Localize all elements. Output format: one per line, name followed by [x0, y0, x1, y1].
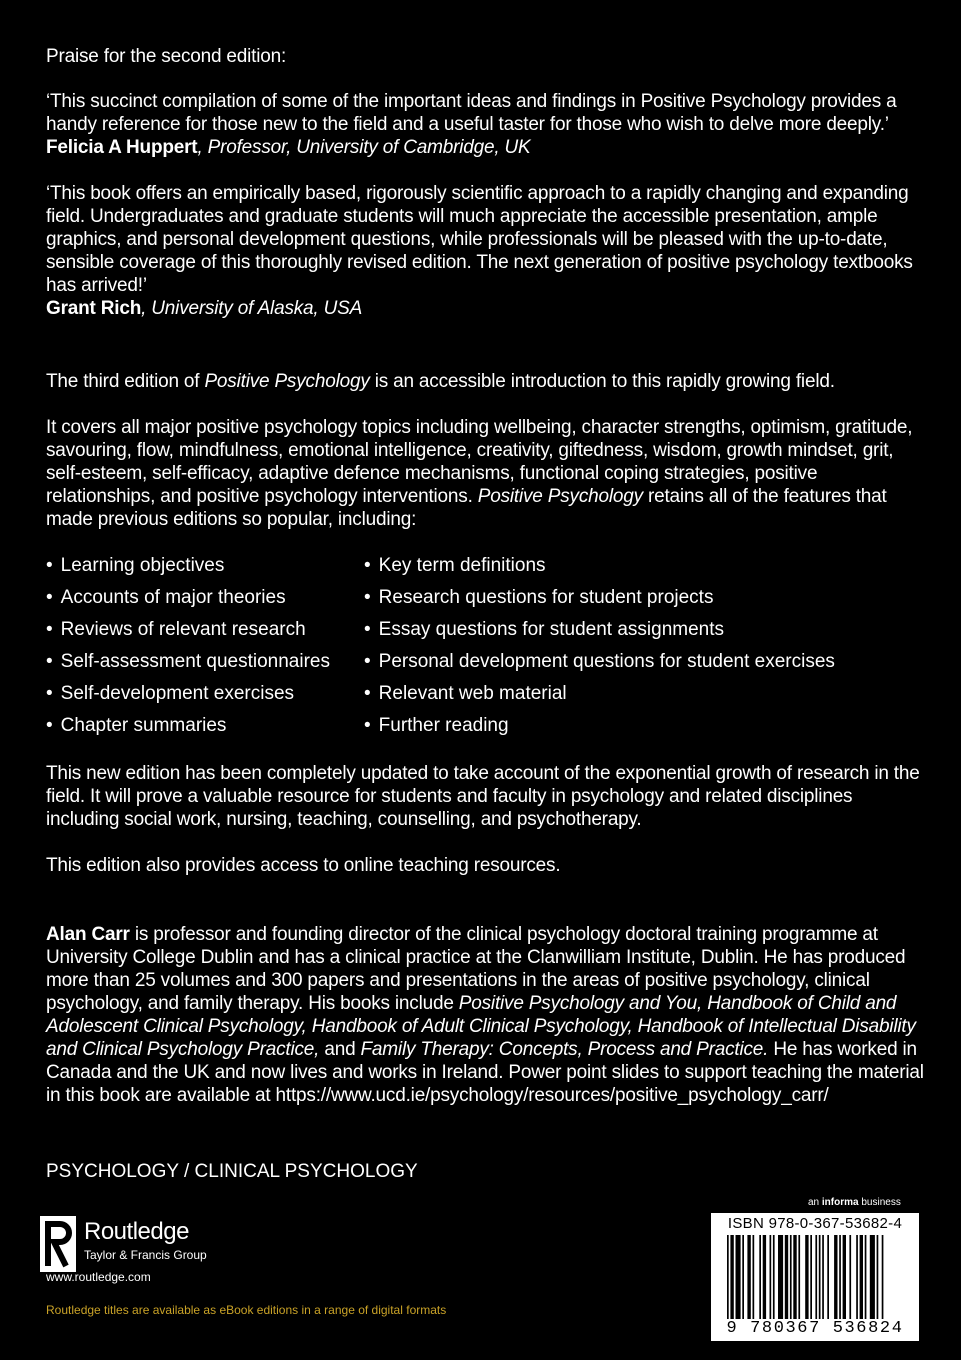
quote-rich [46, 182, 926, 320]
barcode-bar [753, 1235, 755, 1319]
barcode-bar [793, 1235, 796, 1319]
barcode-bar [747, 1235, 750, 1319]
barcode-bar [839, 1235, 841, 1319]
barcode-bar [827, 1235, 829, 1319]
list-item: • Research questions for student projects [364, 585, 835, 617]
barcode-bar [805, 1235, 808, 1319]
list-item: • Accounts of major theories [46, 585, 330, 617]
new-edition-paragraph: This new edition has been completely updated to take account of the exponential growth of research in the field. It will prove a valuable resource for students and faculty in psychology and related disciplines including social work, nursing, teaching, counselling, and psychotherapy. [46, 763, 920, 830]
barcode-bar [849, 1235, 851, 1319]
barcode-bar [770, 1235, 772, 1319]
quote-affiliation: , University of Alaska, USA [141, 298, 363, 319]
quote-huppert [46, 90, 926, 159]
online-resources-paragraph: This edition also provides access to online teaching resources. [46, 855, 561, 876]
barcode-bar [778, 1235, 783, 1319]
routledge-r-icon [40, 1216, 76, 1272]
list-item: • Key term definitions [364, 553, 835, 585]
barcode-bar [822, 1235, 824, 1319]
list-item: • Relevant web material [364, 681, 835, 713]
quote-author: Felicia A Huppert [46, 137, 198, 158]
barcode-bar [819, 1235, 821, 1319]
barcode-bar [882, 1235, 884, 1319]
barcode-bar [742, 1235, 744, 1319]
topics-paragraph: It covers all major positive psychology topics including wellbeing, character strengths, optimism, gratitude, savouring, flow, mindfulness, emotional intelligence, creativity, giftedness, wisdom, growth mindset, grit, self-esteem, self-efficacy, adaptive defence mechanisms, functional coping strategies, positive relationships, and positive psychology interventions. Positive Psychology retains all of the features that made previous editions so popular, including: [46, 417, 913, 530]
list-item: • Reviews of relevant research [46, 617, 330, 649]
list-item: • Learning objectives [46, 553, 330, 585]
list-item: • Self-assessment questionnaires [46, 649, 330, 681]
barcode-bar [810, 1235, 812, 1319]
barcode-bar [763, 1235, 766, 1319]
quote-affiliation: , Professor, University of Cambridge, UK [197, 137, 531, 158]
barcode-bar [727, 1235, 729, 1319]
barcode-bar [730, 1235, 733, 1319]
barcode-bar [815, 1235, 817, 1319]
author-books: Positive Psychology and You, Handbook of Child and Adolescent Clinical Psychology, Handbook of Adult Clinical Psychology, Handbook of Intellectual Disability and Clinical Psychology Practice, [46, 993, 916, 1060]
ebook-note: Routledge titles are available as eBook editions in a range of digital formats [46, 1303, 447, 1317]
barcode-bar [790, 1235, 792, 1319]
author-book-last: Family Therapy: Concepts, Process and Practice. [360, 1039, 769, 1060]
intro-paragraph: The third edition of Positive Psychology is an accessible introduction to this rapidly growing field. [46, 371, 835, 392]
informa-tagline: an informa business [808, 1197, 901, 1208]
barcode-bar [773, 1235, 775, 1319]
isbn-digits: 9 780367 536824 [726, 1319, 904, 1338]
list-item: • Personal development questions for student exercises [364, 649, 835, 681]
subject-category: PSYCHOLOGY / CLINICAL PSYCHOLOGY [46, 1161, 418, 1182]
barcode-bar [759, 1235, 761, 1319]
barcode-bar [798, 1235, 800, 1319]
routledge-logo [40, 1216, 240, 1272]
publisher-website[interactable]: www.routledge.com [46, 1270, 151, 1284]
features-list-right [364, 553, 835, 745]
quote-text: ‘This succinct compilation of some of the important ideas and findings in Positive Psychology provides a handy reference for those new to the field and a useful taster for those who wish to delve more deeply.’ [46, 91, 897, 135]
quote-author: Grant Rich [46, 298, 142, 319]
barcode-bar [843, 1235, 846, 1319]
barcode-bar [736, 1235, 741, 1319]
praise-heading: Praise for the second edition: [46, 46, 287, 67]
publisher-group: Taylor & Francis Group [84, 1248, 207, 1262]
list-item: • Self-development exercises [46, 681, 330, 713]
author-bio: Alan Carr is professor and founding director of the clinical psychology doctoral training programme at University College Dublin and has a clinical practice at the Clanwilliam Institute, Dublin. He has produced more than 25 volumes and 300 papers and presentations in the areas of positive psychology, clinical psychology, and family therapy. His books include Positive Psychology and You, Handbook of Child and Adolescent Clinical Psychology, Handbook of Adult Clinical Psychology, Handbook of Intellectual Disability and Clinical Psychology Practice, and Family Therapy: Concepts, Process and Practice. He has worked in Canada and the UK and now lives and works in Ireland. Power point slides to support teaching the material in this book are available at https://www.ucd.ie/psychology/resources/positive_psychology_carr/ [46, 924, 924, 1106]
barcode-bars [727, 1235, 911, 1319]
book-title: Positive Psychology [477, 486, 643, 507]
list-item: • Further reading [364, 713, 835, 745]
barcode-bar [865, 1235, 867, 1319]
barcode-bar [834, 1235, 837, 1319]
book-title: Positive Psychology [204, 371, 370, 392]
publisher-name: Routledge [84, 1218, 189, 1245]
barcode-bar [856, 1235, 858, 1319]
barcode-bar [877, 1235, 879, 1319]
list-item: • Essay questions for student assignments [364, 617, 835, 649]
barcode-bar [870, 1235, 875, 1319]
features-list-left [46, 553, 330, 745]
barcode-bar [860, 1235, 863, 1319]
quote-text: ‘This book offers an empirically based, rigorously scientific approach to a rapidly changing and expanding field. Undergraduates and graduate students will much appreciate the accessible presentation, ample graphics, and personal development questions, while professionals will be pleased with the up-to-date, sensible coverage of this thoroughly revised edition. The next generation of positive psychology textbooks has arrived!’ [46, 183, 913, 296]
barcode-bar [785, 1235, 788, 1319]
list-item: • Chapter summaries [46, 713, 330, 745]
isbn-barcode [711, 1213, 919, 1341]
isbn-label: ISBN 978-0-367-53682-4 [727, 1215, 903, 1232]
author-name: Alan Carr [46, 924, 130, 945]
